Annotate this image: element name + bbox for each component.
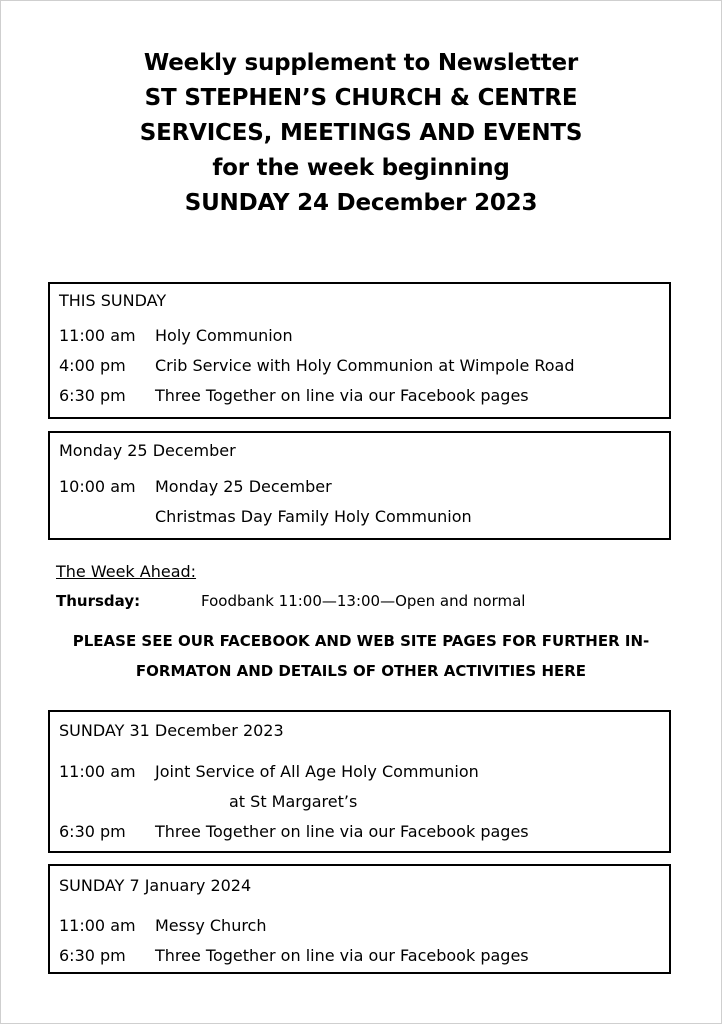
newsletter-header — [0, 46, 722, 221]
service-time: 11:00 am — [59, 326, 136, 345]
service-row — [59, 946, 529, 965]
week-ahead-day: Thursday: — [56, 592, 141, 610]
service-text: Three Together on line via our Facebook pages — [155, 822, 529, 841]
service-time: 4:00 pm — [59, 356, 126, 375]
service-row — [59, 792, 357, 811]
service-time: 11:00 am — [59, 916, 136, 935]
service-time: 6:30 pm — [59, 946, 126, 965]
service-text: Three Together on line via our Facebook pages — [155, 386, 529, 405]
header-line-supplement: Weekly supplement to Newsletter — [143, 50, 579, 76]
service-time: 10:00 am — [59, 477, 136, 496]
further-info-notice — [40, 626, 682, 686]
monday-box — [48, 431, 671, 540]
service-text: Crib Service with Holy Communion at Wimpole Road — [155, 356, 575, 375]
sunday-7-title: SUNDAY 7 January 2024 — [59, 876, 252, 895]
notice-line: PLEASE SEE OUR FACEBOOK AND WEB SITE PAGES FOR FURTHER IN- — [72, 632, 650, 650]
header-line-date: SUNDAY 24 December 2023 — [184, 190, 538, 216]
monday-title: Monday 25 December — [59, 441, 236, 460]
service-text: Holy Communion — [155, 326, 293, 345]
service-text: Three Together on line via our Facebook pages — [155, 946, 529, 965]
week-ahead-event: Foodbank 11:00—13:00—Open and normal — [201, 592, 526, 610]
week-ahead-heading: The Week Ahead: — [56, 562, 197, 581]
service-text: Christmas Day Family Holy Communion — [155, 507, 472, 526]
header-line-church: ST STEPHEN’S CHURCH & CENTRE — [144, 85, 578, 111]
this-sunday-box — [48, 282, 671, 419]
service-text: Joint Service of All Age Holy Communion — [155, 762, 479, 781]
service-row — [59, 356, 575, 375]
sunday-31-title: SUNDAY 31 December 2023 — [59, 721, 284, 740]
notice-line: FORMATON AND DETAILS OF OTHER ACTIVITIES HERE — [135, 662, 587, 680]
service-text: Messy Church — [155, 916, 267, 935]
service-text: at St Margaret’s — [229, 792, 358, 811]
service-row — [59, 507, 472, 526]
sunday-7-box — [48, 864, 671, 974]
service-time: 11:00 am — [59, 762, 136, 781]
service-row — [59, 326, 293, 345]
header-line-services: SERVICES, MEETINGS AND EVENTS — [139, 120, 583, 146]
service-row — [59, 762, 479, 781]
service-row — [59, 822, 529, 841]
service-row — [59, 916, 267, 935]
service-time: 6:30 pm — [59, 386, 126, 405]
service-text: Monday 25 December — [155, 477, 332, 496]
sunday-31-box — [48, 710, 671, 853]
service-time: 6:30 pm — [59, 822, 126, 841]
service-row — [59, 386, 529, 405]
this-sunday-title: THIS SUNDAY — [59, 291, 167, 310]
service-row — [59, 477, 332, 496]
header-line-week: for the week beginning — [212, 155, 510, 181]
